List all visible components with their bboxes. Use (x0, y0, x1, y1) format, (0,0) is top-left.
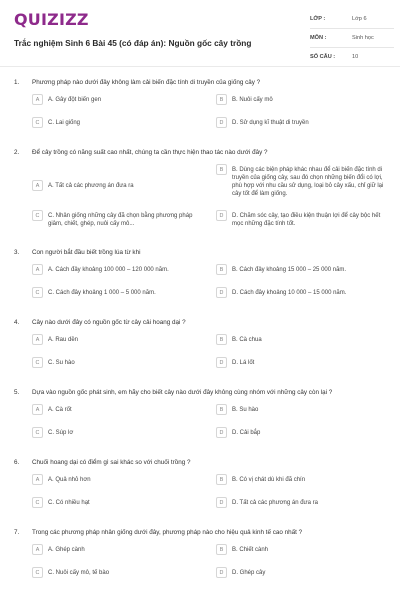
meta-value: Sinh học (352, 35, 374, 41)
option-text: A. Gây đột biến gen (48, 97, 102, 103)
option-text: D. Ghép cây (232, 570, 266, 576)
question-header (14, 529, 386, 536)
question-number: 5. (14, 389, 20, 396)
option-b[interactable] (216, 476, 388, 485)
option-d[interactable] (216, 119, 388, 128)
meta-label: SỐ CÂU : (310, 54, 336, 60)
option-a[interactable] (32, 476, 204, 485)
option-letter-badge: D (216, 210, 227, 221)
meta-row-grade (310, 10, 394, 29)
question-number: 1. (14, 79, 20, 86)
option-letter-badge: A (32, 544, 43, 555)
option-text: D. Sử dụng kĩ thuật di truyền (232, 120, 309, 126)
meta-row-question-count (310, 48, 394, 67)
option-d[interactable] (216, 359, 388, 368)
meta-row-subject (310, 29, 394, 48)
option-text: C. Nuôi cấy mô, tế bào (48, 570, 110, 576)
option-text: B. Chiết cành (232, 547, 269, 553)
option-text: A. Ghép cành (48, 547, 85, 553)
option-b[interactable] (216, 546, 388, 555)
option-letter-badge: C (32, 117, 43, 128)
option-text: B. Su hào (232, 407, 259, 413)
option-text: D. Chăm sóc cây, tạo điều kiện thuận lợi để cây bộc hết mọc những đặc tính tốt. (232, 213, 381, 227)
option-letter-badge: B (216, 94, 227, 105)
option-letter-badge: B (216, 264, 227, 275)
option-letter-badge: A (32, 94, 43, 105)
option-b[interactable] (216, 406, 388, 415)
question-4 (14, 319, 386, 366)
header-divider (0, 66, 400, 67)
option-letter-badge: C (32, 427, 43, 438)
option-a[interactable] (32, 96, 204, 105)
question-text: Con người bắt đầu biết trồng lúa từ khi (32, 249, 141, 256)
option-text: A. Tất cả các phương án đưa ra (48, 183, 134, 189)
question-number: 6. (14, 459, 20, 466)
question-text: Phương pháp nào dưới đây không làm cải biến đặc tính di truyền của giống cây ? (32, 79, 261, 86)
option-text: B. Nuôi cấy mô (232, 97, 273, 103)
option-d[interactable] (216, 569, 388, 578)
question-text: Trong các phương pháp nhân giống dưới đây, phương pháp nào cho hiệu quả kinh tế cao nhất ? (32, 529, 303, 536)
question-text: Cây nào dưới đây có nguồn gốc từ cây cải hoang dại ? (32, 319, 186, 326)
option-text: A. Cà rốt (48, 407, 72, 413)
option-text: B. Có vị chát dù khi đã chín (232, 477, 306, 483)
option-letter-badge: B (216, 164, 227, 175)
option-letter-badge: D (216, 567, 227, 578)
option-b[interactable] (216, 166, 388, 198)
option-letter-badge: B (216, 334, 227, 345)
meta-value: Lớp 6 (352, 16, 367, 22)
option-text: B. Cà chua (232, 337, 262, 343)
option-b[interactable] (216, 336, 388, 345)
meta-label: LỚP : (310, 16, 326, 22)
option-a[interactable] (32, 182, 204, 191)
option-letter-badge: A (32, 264, 43, 275)
option-letter-badge: B (216, 474, 227, 485)
option-b[interactable] (216, 266, 388, 275)
option-text: C. Nhân giống những cây đã chọn bằng phương pháp giâm, chiết, ghép, nuôi cấy mô... (48, 213, 193, 227)
question-header (14, 149, 386, 156)
option-c[interactable] (32, 119, 204, 128)
option-text: A. Quả nhỏ hơn (48, 477, 91, 483)
question-header (14, 389, 386, 396)
option-letter-badge: B (216, 544, 227, 555)
worksheet-meta (310, 10, 394, 67)
option-letter-badge: C (32, 287, 43, 298)
option-a[interactable] (32, 266, 204, 275)
question-number: 4. (14, 319, 20, 326)
option-letter-badge: A (32, 474, 43, 485)
quizizz-logo: QUIZIZZ (14, 10, 89, 29)
question-number: 7. (14, 529, 20, 536)
option-letter-badge: D (216, 117, 227, 128)
question-text: Để cây trồng có năng suất cao nhất, chúng ta cần thực hiện thao tác nào dưới đây ? (32, 149, 268, 156)
option-letter-badge: A (32, 334, 43, 345)
option-text: D. Tất cả các phương án đưa ra (232, 500, 318, 506)
question-number: 2. (14, 149, 20, 156)
option-a[interactable] (32, 336, 204, 345)
question-2 (14, 149, 386, 227)
option-letter-badge: D (216, 357, 227, 368)
option-b[interactable] (216, 96, 388, 105)
option-text: D. Cải bắp (232, 430, 261, 436)
option-text: D. Cách đây khoảng 10 000 – 15 000 năm. (232, 290, 347, 296)
option-text: C. Cách đây khoảng 1 000 – 5 000 năm. (48, 290, 156, 296)
option-letter-badge: A (32, 404, 43, 415)
option-letter-badge: C (32, 497, 43, 508)
meta-label: MÔN : (310, 35, 327, 41)
worksheet-header (14, 8, 388, 68)
option-text: C. Có nhiều hạt (48, 500, 90, 506)
question-7 (14, 529, 386, 576)
question-1 (14, 79, 386, 126)
question-3 (14, 249, 386, 296)
question-text: Dựa vào nguồn gốc phát sinh, em hãy cho biết cây nào dưới đây không cùng nhóm với những cây còn lại ? (32, 389, 333, 396)
option-text: D. Lá lốt (232, 360, 255, 366)
option-a[interactable] (32, 546, 204, 555)
option-c[interactable] (32, 289, 204, 298)
question-header (14, 459, 386, 466)
option-c[interactable] (32, 499, 204, 508)
option-text: A. Rau dền (48, 337, 79, 343)
question-5 (14, 389, 386, 436)
option-text: C. Su hào (48, 360, 75, 366)
option-c[interactable] (32, 212, 204, 228)
option-letter-badge: B (216, 404, 227, 415)
meta-value: 10 (352, 54, 359, 60)
option-d[interactable] (216, 289, 388, 298)
option-d[interactable] (216, 212, 388, 228)
option-letter-badge: D (216, 497, 227, 508)
option-c[interactable] (32, 429, 204, 438)
question-6 (14, 459, 386, 506)
option-letter-badge: A (32, 180, 43, 191)
option-text: C. Súp lơ (48, 430, 74, 436)
question-header (14, 319, 386, 326)
question-header (14, 249, 386, 256)
option-c[interactable] (32, 569, 204, 578)
question-number: 3. (14, 249, 20, 256)
question-header (14, 79, 386, 86)
option-d[interactable] (216, 429, 388, 438)
worksheet-title: Trắc nghiệm Sinh 6 Bài 45 (có đáp án): Nguồn gốc cây trồng (14, 38, 252, 48)
option-text: C. Lai giống (48, 120, 81, 126)
question-text: Chuối hoang dại có điểm gì sai khác so với chuối trồng ? (32, 459, 191, 466)
option-letter-badge: D (216, 287, 227, 298)
option-d[interactable] (216, 499, 388, 508)
option-text: B. Dùng các biện pháp khác nhau để cải biến đặc tính di truyền của giống cây, sau đó chọn những biến đổi có lợi, phù hợp với nhu cầu sử dụng, loại bỏ cây xấu, chỉ giữ lại cây tốt để làm giống. (232, 167, 384, 197)
option-letter-badge: C (32, 357, 43, 368)
option-letter-badge: C (32, 210, 43, 221)
option-letter-badge: D (216, 427, 227, 438)
option-c[interactable] (32, 359, 204, 368)
option-letter-badge: C (32, 567, 43, 578)
option-a[interactable] (32, 406, 204, 415)
option-text: B. Cách đây khoảng 15 000 – 25 000 năm. (232, 267, 347, 273)
option-text: A. Cách đây khoảng 100 000 – 120 000 năm. (48, 267, 169, 273)
